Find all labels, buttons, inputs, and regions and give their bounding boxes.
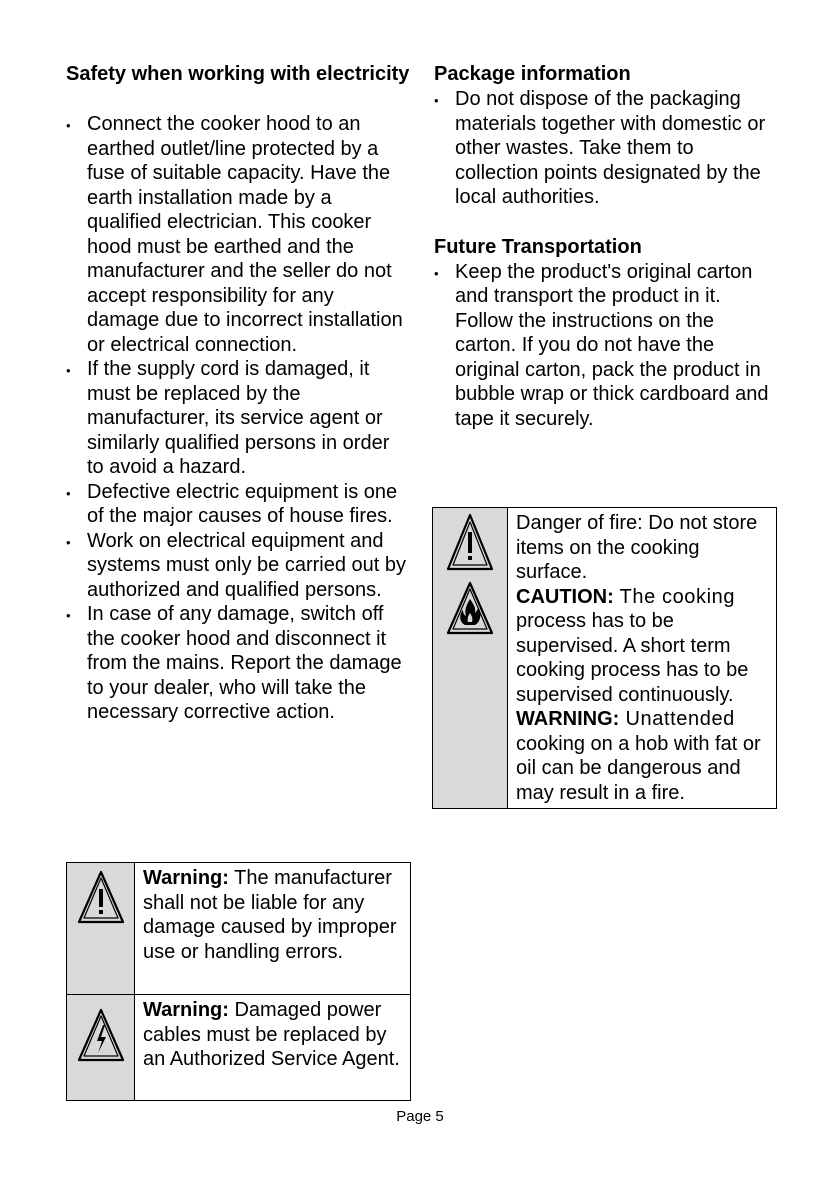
left-column bbox=[66, 62, 411, 725]
list-item: • Do not dispose of the packaging materials together with domestic or other wastes. Take them to collection points designated by the local authorities. bbox=[434, 87, 779, 210]
table-row bbox=[67, 863, 411, 995]
package-info-heading: Package information bbox=[434, 63, 631, 85]
warning-text-wide: Unattended bbox=[619, 708, 735, 730]
electric-hazard-icon bbox=[76, 1007, 126, 1065]
warning-text: The manufacturer shall not be liable for any damage caused by improper use or handling errors. bbox=[143, 867, 397, 963]
table-row bbox=[433, 508, 777, 809]
fire-hazard-icon bbox=[445, 580, 495, 638]
icon-cell bbox=[67, 995, 135, 1101]
list-item: • If the supply cord is damaged, it must be replaced by the manufacturer, its service agent or similarly qualified persons in order to avoid a hazard. bbox=[66, 357, 411, 480]
warning-exclamation-icon bbox=[445, 512, 495, 574]
right-column bbox=[434, 62, 779, 431]
warning-text-cell bbox=[135, 995, 411, 1101]
fire-warning-table bbox=[432, 507, 777, 809]
warning-text: cooking on a hob with fat or oil can be dangerous and may result in a fire. bbox=[516, 732, 761, 804]
list-item: • Keep the product's original carton and transport the product in it. Follow the instructions on the carton. If you do not have the original carton, pack the product in bubble wrap or thick cardboard and tape it securely. bbox=[434, 260, 779, 432]
warning-text-cell bbox=[135, 863, 411, 995]
caution-text: process has to be supervised. A short term cooking process has to be supervised continuously. bbox=[516, 610, 749, 706]
caution-label: CAUTION: bbox=[516, 585, 614, 608]
future-transport-list bbox=[434, 260, 779, 432]
caution-paragraph bbox=[516, 585, 770, 708]
icon-cell bbox=[67, 863, 135, 995]
electricity-safety-list bbox=[66, 112, 411, 725]
warning-text: Damaged power cables must be replaced by an Authorized Service Agent. bbox=[143, 999, 400, 1070]
icon-cell bbox=[433, 508, 508, 809]
warning-label: WARNING: bbox=[516, 708, 620, 730]
list-item: • In case of any damage, switch off the cooker hood and disconnect it from the mains. Report the damage to your dealer, who will take the necessary corrective action. bbox=[66, 602, 411, 725]
fire-danger-text: Danger of fire: Do not store items on the cooking surface. bbox=[516, 512, 758, 583]
warning-label: Warning: bbox=[143, 999, 229, 1021]
future-transport-heading: Future Transportation bbox=[434, 235, 642, 258]
electricity-safety-heading: Safety when working with electricity bbox=[66, 63, 410, 85]
list-item: • Defective electric equipment is one of the major causes of house fires. bbox=[66, 480, 411, 529]
page-number: Page 5 bbox=[396, 1108, 444, 1125]
warning-table bbox=[66, 862, 411, 1101]
list-item: • Connect the cooker hood to an earthed outlet/line protected by a fuse of suitable capacity. Have the earth installation made by a qualified electrician. This cooker hood must be earthed and the manufacturer and the seller do not accept responsibility for any damage due to incorrect installation or electrical connection. bbox=[66, 112, 411, 357]
caution-text-wide: The cooking bbox=[613, 585, 736, 608]
package-info-list bbox=[434, 87, 779, 210]
table-row bbox=[67, 995, 411, 1101]
warning-label: Warning: bbox=[143, 867, 229, 889]
warning-paragraph bbox=[516, 707, 770, 805]
fire-warning-text-cell bbox=[508, 508, 777, 809]
warning-exclamation-icon bbox=[76, 869, 126, 927]
list-item: • Work on electrical equipment and systems must only be carried out by authorized and qualified persons. bbox=[66, 529, 411, 603]
